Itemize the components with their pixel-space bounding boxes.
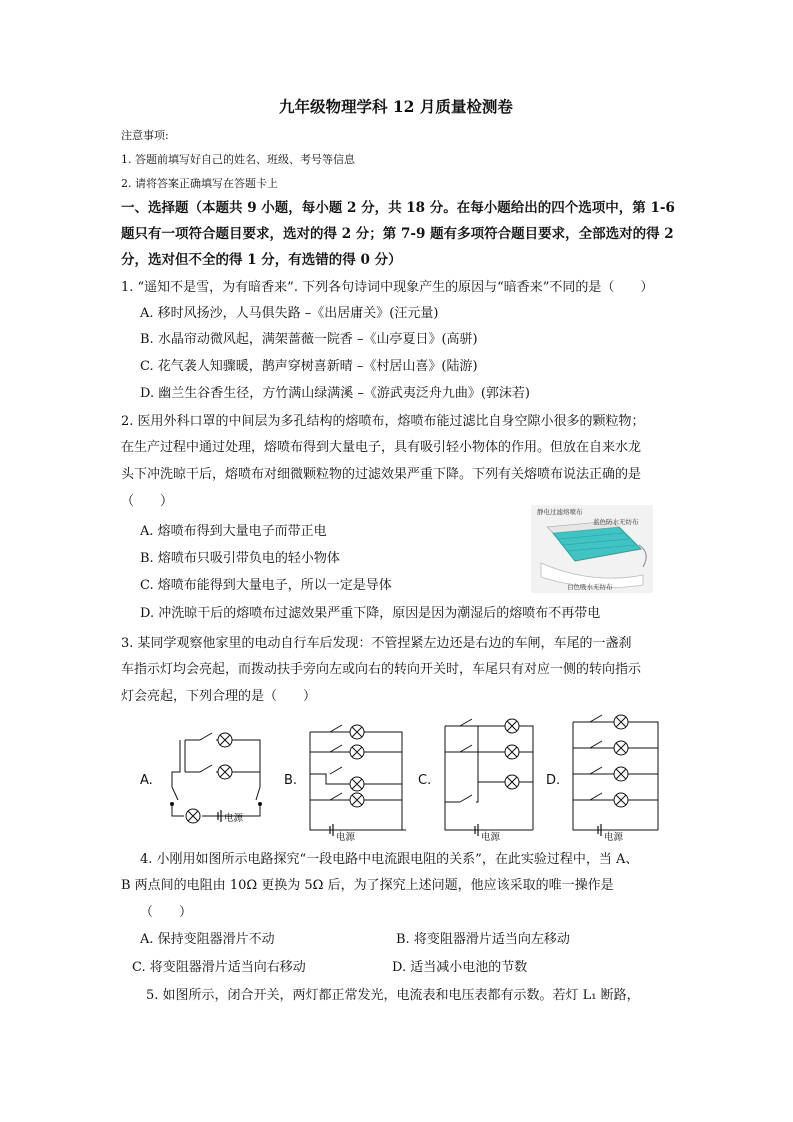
option-c: C. 将变阻器滑片适当向右移动: [132, 960, 306, 975]
option-c: C. 熔喷布能得到大量电子，所以一定是导体: [140, 578, 392, 593]
power-label: 电源: [604, 832, 624, 842]
question-stem: 2. 医用外科口罩的中间层为多孔结构的熔喷布，熔喷布能过滤比自身空隙小很多的颗粒物；: [121, 414, 645, 429]
circuit-letter-d: D.: [546, 773, 561, 788]
question-stem: 5. 如图所示，闭合开关，两灯都正常发光，电流表和电压表都有示数。若灯 L₁ 断路，: [146, 988, 640, 1003]
circuit-letter-a: A.: [140, 773, 153, 788]
circuit-a: [171, 733, 262, 816]
power-label: 电源: [224, 813, 244, 824]
section-heading-line: 题只有一项符合题目要求，选对的得 2 分；第 7-9 题有多项符合题目要求，全部选对的得 2: [121, 226, 674, 242]
question-stem: 在生产过程中通过处理，熔喷布得到大量电子，具有吸引轻小物体的作用。但放在自来水龙: [121, 440, 642, 455]
mask-photo: [531, 505, 653, 593]
page-title: 九年级物理学科 12 月质量检测卷: [279, 97, 513, 116]
question-stem: 头下冲洗晾干后，熔喷布对细微颗粒物的过滤效果严重下降。下列有关熔喷布说法正确的是: [121, 467, 642, 482]
question-stem: （ ）: [121, 494, 174, 509]
question-stem: B 两点间的电阻由 10Ω 更换为 5Ω 后，为了探究上述问题，他应该采取的唯一操作是: [121, 878, 614, 893]
option-b: B. 熔喷布只吸引带负电的轻小物体: [140, 551, 340, 566]
power-label: 电源: [336, 832, 356, 842]
circuit-options: [120, 712, 680, 842]
label-filter: 静电过滤熔喷布: [537, 508, 583, 516]
question-stem: （ ）: [140, 905, 193, 920]
question-stem: 3. 某同学观察他家里的电动自行车后发现：不管捏紧左边还是右边的车闸，车尾的一盏刹: [121, 636, 632, 651]
label-white: 白色吸水无纺布: [567, 583, 613, 591]
question-stem: 车指示灯均会亮起，而拨动扶手旁向左或向右的转向开关时，车尾只有对应一侧的转向指示: [121, 662, 642, 677]
section-heading-line: 分，选对但不全的得 1 分，有选错的得 0 分）: [121, 252, 402, 268]
question-stem: 灯会亮起，下列合理的是（ ）: [121, 689, 317, 704]
circuit-letter-c: C.: [418, 773, 432, 788]
option-b: B. 水晶帘动微风起，满架蔷薇一院香 –《山亭夏日》(高骈): [140, 332, 478, 347]
note-item: 2. 请将答案正确填写在答题卡上: [121, 177, 278, 190]
option-a: A. 保持变阻器滑片不动: [140, 932, 275, 947]
label-blue: 蓝色防水无纺布: [593, 518, 639, 526]
power-label: 电源: [481, 832, 501, 842]
option-c: C. 花气袭人知骤暖，鹊声穿树喜新晴 –《村居山喜》(陆游): [140, 359, 478, 374]
section-heading-line: 一、选择题（本题共 9 小题，每小题 2 分，共 18 分。在每小题给出的四个选项中，第 1-6: [121, 200, 675, 216]
circuit-letter-b: B.: [284, 773, 298, 788]
note-item: 1. 答题前填写好自己的姓名、班级、考号等信息: [121, 153, 355, 166]
question-stem: 4. 小刚用如图所示电路探究“一段电路中电流跟电阻的关系”，在此实验过程中，当 A、: [140, 852, 639, 867]
question-stem: 1. “遥知不是雪，为有暗香来”. 下列各句诗词中现象产生的原因与“暗香来”不同的是（ ）: [121, 280, 654, 295]
circuit-c: [445, 719, 533, 830]
option-d: D. 冲洗晾干后的熔喷布过滤效果严重下降，原因是因为潮湿后的熔喷布不再带电: [140, 606, 601, 621]
option-a: A. 移时风扬沙，人马俱失路 –《出居庸关》(汪元量): [140, 306, 439, 321]
option-a: A. 熔喷布得到大量电子而带正电: [140, 524, 327, 539]
option-b: B. 将变阻器滑片适当向左移动: [396, 932, 570, 947]
option-d: D. 适当减小电池的节数: [392, 960, 528, 975]
notes-heading: 注意事项:: [121, 129, 169, 142]
option-d: D. 幽兰生谷香生径，方竹满山绿满溪 –《游武夷泛舟九曲》(郭沫若): [140, 386, 531, 401]
